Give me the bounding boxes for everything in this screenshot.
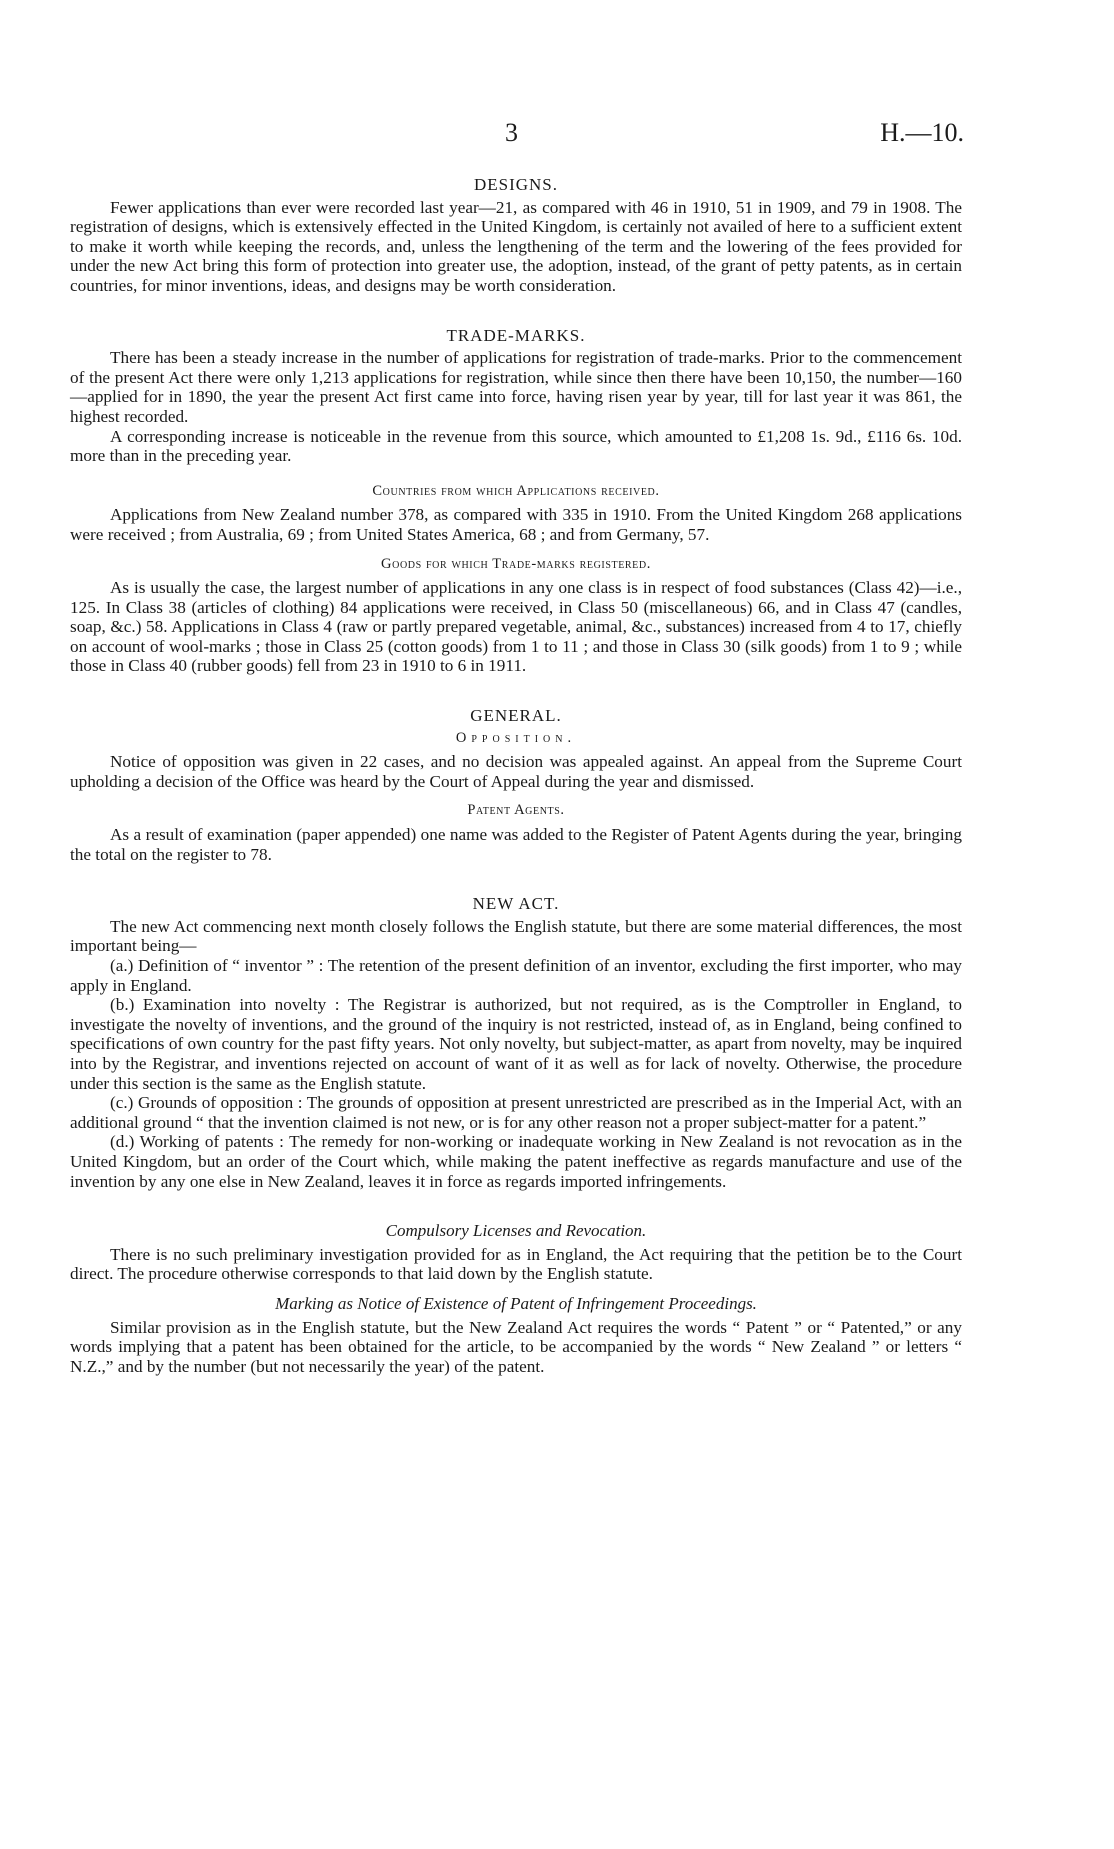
general-heading: GENERAL.	[470, 706, 562, 726]
patent-agents-paragraph: As a result of examination (paper appended) one name was added to the Register of Patent Agents during the year, bringing the total on the register to 78.	[70, 825, 962, 864]
compulsory-licenses-paragraph: There is no such preliminary investigation provided for as in England, the Act requiring that the petition be to the Court direct. The procedure otherwise corresponds to that laid down by the English statute.	[70, 1244, 962, 1284]
new-act-item-d: (d.) Working of patents : The remedy for non-working or inadequate working in New Zealand is not revocation as in the United Kingdom, but an order of the Court which, while making the patent ineffective as regards manufacture and use of the invention by any one else in New Zealand, leaves it in force as regards imported infringements.	[70, 1132, 962, 1191]
countries-heading: Countries from which Applications received.	[372, 482, 660, 499]
designs-paragraph: Fewer applications than ever were recorded last year—21, as compared with 46 in 1910, 51 in 1909, and 79 in 1908. The registration of designs, which is extensively effected in the United Kingdom, is certainly not availed of here to a sufficient extent to make it worth while keeping the records, and, unless the lengthening of the term and the lowering of the fees provided for under the new Act bring this form of protection into greater use, the adoption, instead, of the grant of petty patents, as in certain countries, for minor inventions, ideas, and designs may be worth consideration.	[70, 197, 962, 295]
new-act-item-a: (a.) Definition of “ inventor ” : The retention of the present definition of an inventor, excluding the first importer, who may apply in England.	[70, 956, 962, 995]
opposition-paragraph: Notice of opposition was given in 22 cases, and no decision was appealed against. An appeal from the Supreme Court upholding a decision of the Office was heard by the Court of Appeal during the year and dismissed.	[70, 752, 962, 791]
new-act-heading: NEW ACT.	[472, 894, 560, 914]
opposition-heading: Opposition.	[455, 729, 577, 746]
new-act-intro: The new Act commencing next month closely follows the English statute, but there are some material differences, the most important being—	[70, 916, 962, 956]
new-act-item-c: (c.) Grounds of opposition : The grounds of opposition at present unrestricted are prescribed as in the Imperial Act, with an additional ground “ that the invention claimed is not new, or is for any other reason not a proper subject-matter for a patent.”	[70, 1093, 962, 1132]
document-reference: H.—10.	[880, 118, 964, 147]
trade-marks-paragraph-1: There has been a steady increase in the number of applications for registration of trade-marks. Prior to the commencement of the present Act there were only 1,213 applications for registration, while since then there have been 10,150, the number—160—applied for in 1890, the year the present Act first came into force, having risen year by year, till for last year it was 861, the highest recorded.	[70, 348, 962, 426]
countries-paragraph: Applications from New Zealand number 378, as compared with 335 in 1910. From the United Kingdom 268 applications were received ; from Australia, 69 ; from United States America, 68 ; and from Germany, 57.	[70, 505, 962, 544]
patent-agents-heading: Patent Agents.	[467, 802, 565, 819]
designs-heading: DESIGNS.	[473, 175, 559, 194]
compulsory-licenses-heading: Compulsory Licenses and Revocation.	[385, 1221, 647, 1241]
marking-heading: Marking as Notice of Existence of Patent of Infringement Proceedings.	[275, 1293, 757, 1313]
goods-heading: Goods for which Trade-marks registered.	[381, 555, 651, 572]
trade-marks-paragraph-2: A corresponding increase is noticeable in the revenue from this source, which amounted to £1,208 1s. 9d., £116 6s. 10d. more than in the preceding year.	[70, 426, 962, 466]
new-act-item-b: (b.) Examination into novelty : The Registrar is authorized, but not required, as is the Comptroller in England, to investigate the novelty of inventions, and the ground of the inquiry is not restricted, instead of, as in England, being confined to specifications of own country for the past fifty years. Not only novelty, but subject-matter, as apart from novelty, may be inquired into by the Registrar, and inventions rejected on account of want of it as well as for lack of novelty. Otherwise, the procedure under this section is the same as the English statute.	[70, 995, 962, 1093]
trade-marks-heading: TRADE-MARKS.	[446, 325, 586, 345]
page-body	[70, 175, 962, 1376]
page-number: 3	[505, 118, 518, 147]
goods-paragraph: As is usually the case, the largest number of applications in any one class is in respect of food substances (Class 42)—i.e., 125. In Class 38 (articles of clothing) 84 applications were received, in Class 50 (miscellaneous) 66, and in Class 47 (candles, soap, &c.) 58. Applications in Class 4 (raw or partly prepared vegetable, animal, &c., substances) increased from 4 to 17, chiefly on account of wool-marks ; those in Class 25 (cotton goods) from 1 to 11 ; and those in Class 30 (silk goods) from 1 to 9 ; while those in Class 40 (rubber goods) fell from 23 in 1910 to 6 in 1911.	[70, 578, 962, 676]
marking-paragraph: Similar provision as in the English statute, but the New Zealand Act requires the words “ Patent ” or “ Patented,” or any words implying that a patent has been obtained for the article, to be accompanied by the words “ New Zealand ” or letters “ N.Z.,” and by the number (but not necessarily the year) of the patent.	[70, 1317, 962, 1376]
